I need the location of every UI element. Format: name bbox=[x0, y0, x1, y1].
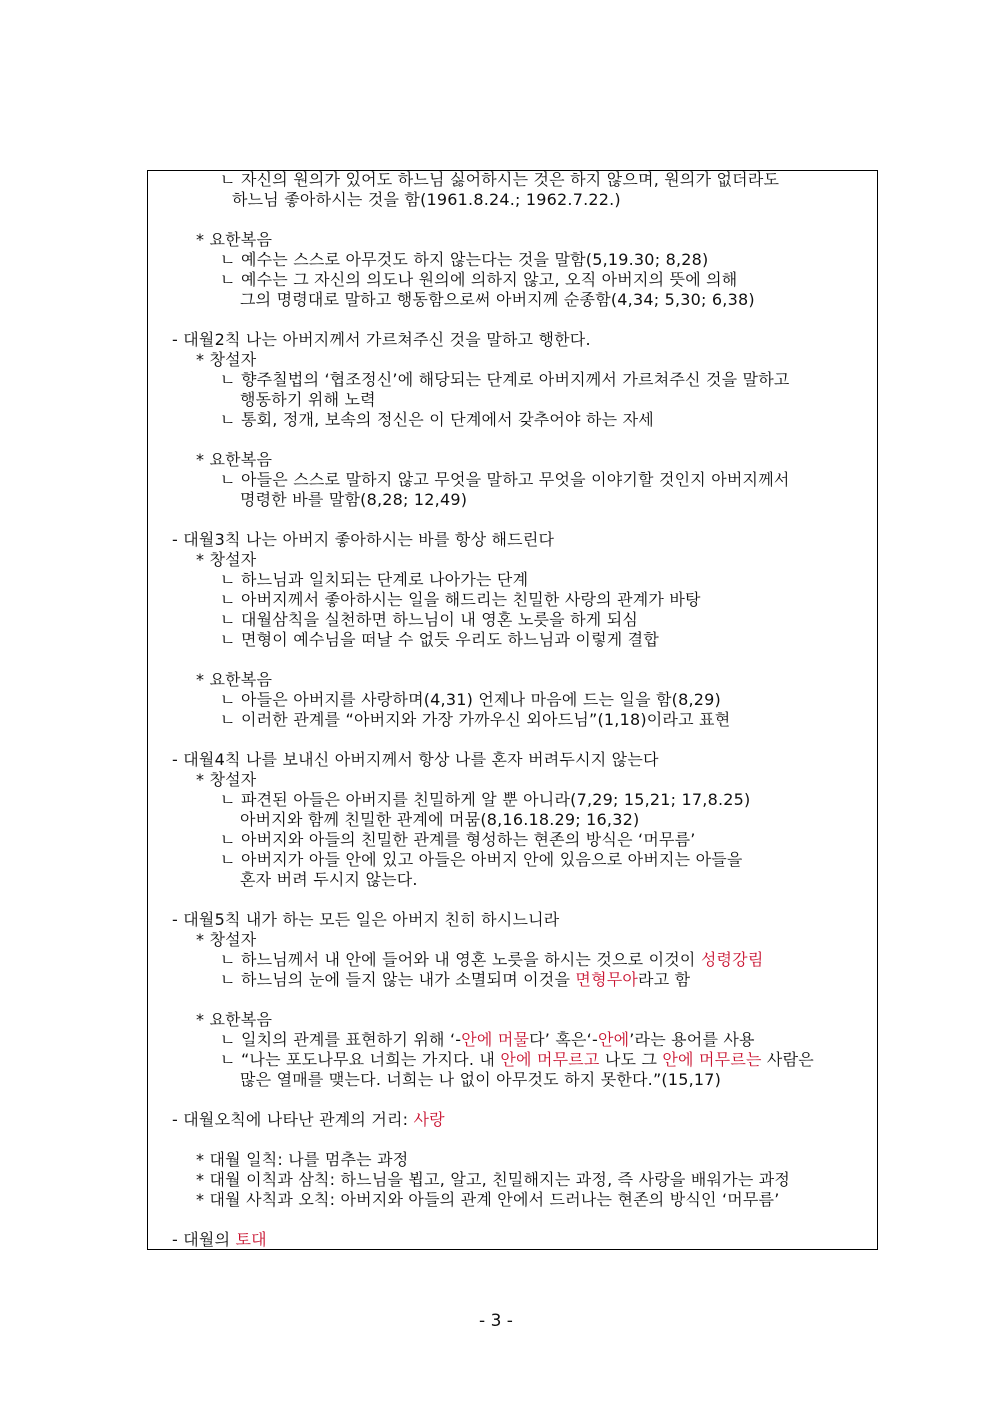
line-text: * 대월 일칙: 나를 멈추는 과정 bbox=[196, 1150, 409, 1169]
line-text: * 대월 사칙과 오칙: 아버지와 아들의 관계 안에서 드러나는 현존의 방식인 ‘머무름’ bbox=[196, 1190, 780, 1209]
text-line bbox=[220, 850, 743, 870]
text-line bbox=[196, 550, 256, 570]
text-line bbox=[196, 1010, 272, 1030]
line-text: 나도 그 bbox=[599, 1050, 663, 1069]
line-text: ㄴ 통회, 정개, 보속의 정신은 이 단계에서 갖추어야 하는 자세 bbox=[220, 410, 654, 429]
line-text: 명령한 바를 말함(8,28; 12,49) bbox=[240, 490, 468, 509]
text-line bbox=[220, 250, 708, 270]
highlight-text: 면형무아 bbox=[575, 970, 639, 989]
line-text: 아버지와 함께 친밀한 관계에 머뭄(8,16.18.29; 16,32) bbox=[240, 810, 640, 829]
text-line bbox=[240, 490, 467, 510]
text-line bbox=[196, 670, 272, 690]
line-text: ㄴ 예수는 스스로 아무것도 하지 않는다는 것을 말함(5,19.30; 8,28) bbox=[220, 250, 709, 269]
text-line bbox=[220, 570, 528, 590]
text-line bbox=[196, 770, 256, 790]
text-line bbox=[196, 450, 272, 470]
text-line bbox=[220, 790, 750, 810]
line-text: ㄴ 예수는 그 자신의 의도나 원의에 의하지 않고, 오직 아버지의 뜻에 의해 bbox=[220, 270, 738, 289]
line-text: ㄴ 하느님께서 내 안에 들어와 내 영혼 노릇을 하시는 것으로 이것이 bbox=[220, 950, 701, 969]
line-text: 사람은 bbox=[761, 1050, 814, 1069]
line-text: ㄴ 하느님의 눈에 들지 않는 내가 소멸되며 이것을 bbox=[220, 970, 576, 989]
text-line bbox=[172, 1110, 445, 1130]
text-line bbox=[220, 610, 638, 630]
line-text: ㄴ 아들은 아버지를 사랑하며(4,31) 언제나 마음에 드는 일을 함(8,29) bbox=[220, 690, 721, 709]
text-line bbox=[220, 1030, 755, 1050]
line-text: - 대월2칙 나는 아버지께서 가르쳐주신 것을 말하고 행한다. bbox=[172, 330, 591, 349]
text-line bbox=[172, 750, 659, 770]
line-text: * 요한복음 bbox=[196, 1010, 273, 1029]
line-text: 다’ 혹은‘- bbox=[529, 1030, 598, 1049]
text-line bbox=[220, 470, 790, 490]
line-text: * 요한복음 bbox=[196, 230, 273, 249]
line-text: ㄴ 아버지가 아들 안에 있고 아들은 아버지 안에 있음으로 아버지는 아들을 bbox=[220, 850, 743, 869]
line-text: ㄴ 이러한 관계를 “아버지와 가장 가까우신 외아드님”(1,18)이라고 표현 bbox=[220, 710, 731, 729]
line-text: 하느님 좋아하시는 것을 함(1961.8.24.; 1962.7.22.) bbox=[232, 190, 621, 209]
text-line bbox=[220, 170, 779, 190]
line-text: * 요한복음 bbox=[196, 450, 273, 469]
text-line bbox=[196, 230, 272, 250]
line-text: ’라는 용어를 사용 bbox=[629, 1030, 755, 1049]
text-line bbox=[172, 530, 554, 550]
text-line bbox=[196, 1170, 790, 1190]
line-text: ㄴ 대월삼칙을 실천하면 하느님이 내 영혼 노릇을 하게 되심 bbox=[220, 610, 639, 629]
text-line bbox=[240, 1070, 721, 1090]
line-text: ㄴ 일치의 관계를 표현하기 위해 ‘- bbox=[220, 1030, 462, 1049]
text-line bbox=[240, 290, 755, 310]
line-text: ㄴ 자신의 원의가 있어도 하느님 싫어하시는 것은 하지 않으며, 원의가 없더라도 bbox=[220, 170, 780, 189]
line-text: * 창설자 bbox=[196, 350, 257, 369]
text-line bbox=[220, 950, 763, 970]
line-text: 그의 명령대로 말하고 행동함으로써 아버지께 순종함(4,34; 5,30; 6,38) bbox=[240, 290, 755, 309]
line-text: * 대월 이칙과 삼칙: 하느님을 뵙고, 알고, 친밀해지는 과정, 즉 사랑을 배워가는 과정 bbox=[196, 1170, 791, 1189]
line-text: * 창설자 bbox=[196, 930, 257, 949]
text-line bbox=[196, 1150, 408, 1170]
line-text: - 대월4칙 나를 보내신 아버지께서 항상 나를 혼자 버려두시지 않는다 bbox=[172, 750, 659, 769]
text-line bbox=[240, 810, 639, 830]
text-line bbox=[240, 390, 376, 410]
line-text: * 창설자 bbox=[196, 550, 257, 569]
line-text: 라고 함 bbox=[638, 970, 691, 989]
line-text: - 대월3칙 나는 아버지 좋아하시는 바를 항상 해드린다 bbox=[172, 530, 555, 549]
line-text: ㄴ 파견된 아들은 아버지를 친밀하게 알 뿐 아니라(7,29; 15,21; 17,8.25) bbox=[220, 790, 751, 809]
text-line bbox=[220, 710, 730, 730]
text-line bbox=[196, 1190, 780, 1210]
text-line bbox=[220, 970, 690, 990]
line-text: ㄴ 아들은 스스로 말하지 않고 무엇을 말하고 무엇을 이야기할 것인지 아버지께서 bbox=[220, 470, 790, 489]
highlight-text: 안에 머물 bbox=[461, 1030, 530, 1049]
line-text: ㄴ 향주칠법의 ‘협조정신’에 해당되는 단계로 아버지께서 가르쳐주신 것을 말하고 bbox=[220, 370, 790, 389]
text-line bbox=[220, 1050, 814, 1070]
text-line bbox=[172, 330, 591, 350]
line-text: * 요한복음 bbox=[196, 670, 273, 689]
highlight-text: 안에 bbox=[597, 1030, 630, 1049]
text-line bbox=[220, 370, 790, 390]
line-text: 많은 열매를 맺는다. 너희는 나 없이 아무것도 하지 못한다.”(15,17) bbox=[240, 1070, 722, 1089]
text-line bbox=[220, 270, 737, 290]
line-text: ㄴ 아버지께서 좋아하시는 일을 해드리는 친밀한 사랑의 관계가 바탕 bbox=[220, 590, 701, 609]
highlight-text: 사랑 bbox=[413, 1110, 445, 1129]
line-text: * 창설자 bbox=[196, 770, 257, 789]
line-text: 행동하기 위해 노력 bbox=[240, 390, 376, 409]
highlight-text: 안에 머무르고 bbox=[500, 1050, 600, 1069]
highlight-text: 안에 머무르는 bbox=[662, 1050, 762, 1069]
text-line bbox=[240, 870, 418, 890]
text-line bbox=[220, 590, 701, 610]
text-line bbox=[220, 630, 659, 650]
line-text: - 대월5칙 내가 하는 모든 일은 아버지 친히 하시느니라 bbox=[172, 910, 560, 929]
line-text: ㄴ “나는 포도나무요 너희는 가지다. 내 bbox=[220, 1050, 501, 1069]
highlight-text: 성령강림 bbox=[700, 950, 764, 969]
line-text: - 대월오칙에 나타난 관계의 거리: bbox=[172, 1110, 414, 1129]
text-line bbox=[220, 410, 654, 430]
text-line bbox=[232, 190, 621, 210]
highlight-text: 토대 bbox=[235, 1230, 267, 1249]
line-text: ㄴ 하느님과 일치되는 단계로 나아가는 단계 bbox=[220, 570, 529, 589]
text-line bbox=[220, 830, 696, 850]
line-text: ㄴ 아버지와 아들의 친밀한 관계를 형성하는 현존의 방식은 ‘머무름’ bbox=[220, 830, 696, 849]
text-line bbox=[172, 910, 559, 930]
text-line bbox=[196, 350, 256, 370]
line-text: 혼자 버려 두시지 않는다. bbox=[240, 870, 418, 889]
line-text: - 대월의 bbox=[172, 1230, 236, 1249]
line-text: ㄴ 면형이 예수님을 떠날 수 없듯 우리도 하느님과 이렇게 결합 bbox=[220, 630, 659, 649]
text-line bbox=[172, 1230, 267, 1250]
text-line bbox=[196, 930, 256, 950]
text-line bbox=[220, 690, 721, 710]
page-number: - 3 - bbox=[479, 1311, 513, 1331]
